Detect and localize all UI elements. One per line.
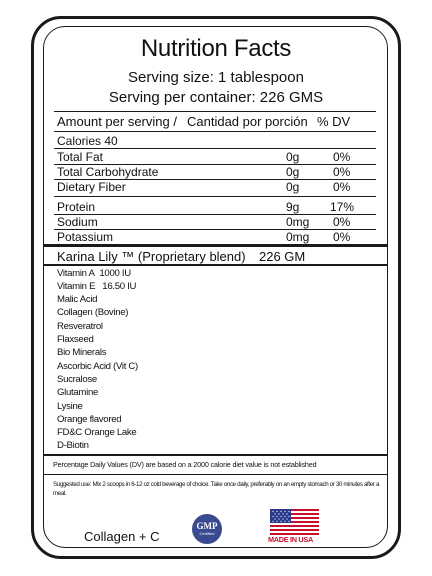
nutrient-dv: 0% — [333, 180, 351, 194]
made-in-usa-text: MADE IN USA — [268, 535, 313, 544]
section-divider — [44, 244, 387, 247]
ingredient-item: Resveratrol — [57, 321, 103, 332]
nutrient-dv: 17% — [330, 200, 355, 214]
dv-footnote: Percentage Daily Values (DV) are based on a 2000 calorie diet value is not established — [53, 460, 317, 469]
ingredient-item: Glutamine — [57, 387, 99, 398]
blend-amount: 226 GM — [259, 249, 306, 264]
divider — [54, 131, 376, 132]
divider — [54, 196, 376, 197]
ingredient-item: Ascorbic Acid (Vit C) — [57, 361, 138, 372]
nutrient-name: Dietary Fiber — [57, 180, 126, 194]
ingredient-item: Vitamin A 1000 IU — [57, 268, 131, 279]
gmp-badge-icon — [192, 514, 222, 544]
header-cantidad: Cantidad por porción — [187, 114, 308, 129]
us-flag-icon — [270, 509, 319, 535]
ingredient-item: D-Biotin — [57, 440, 89, 451]
nutrient-amount: 0g — [286, 150, 300, 164]
brand-name: Collagen + C — [84, 529, 160, 544]
nutrient-amount: 0mg — [286, 230, 310, 244]
ingredient-item: Vitamin E 16.50 IU — [57, 281, 137, 292]
ingredient-item: FD&C Orange Lake — [57, 427, 137, 438]
nutrient-amount: 9g — [286, 200, 300, 214]
divider — [54, 214, 376, 215]
ingredient-item: Flaxseed — [57, 334, 94, 345]
nutrient-amount: 0g — [286, 180, 300, 194]
divider — [54, 148, 376, 149]
blend-name: Karina Lily ™ (Proprietary blend) — [57, 249, 246, 264]
nutrient-amount: 0g — [286, 165, 300, 179]
gmp-badge-subtext: Certified — [199, 531, 215, 536]
nutrient-amount: 0mg — [286, 215, 310, 229]
header-dv: % DV — [317, 114, 351, 129]
nutrient-dv: 0% — [333, 215, 351, 229]
nutrient-name: Sodium — [57, 215, 98, 229]
serving-per-container: Serving per container: 226 GMS — [108, 89, 324, 106]
nutrient-name: Total Carbohydrate — [57, 165, 159, 179]
ingredient-item: Malic Acid — [57, 294, 98, 305]
nutrient-dv: 0% — [333, 150, 351, 164]
suggested-use: Suggested use: Mix 2 scoops in 6-12 oz cold beverage of choice. Take once daily, preferably on an empty stomach or 30 minutes after a meal. — [53, 481, 380, 497]
nutrient-name: Potassium — [57, 230, 114, 244]
calories: Calories 40 — [57, 134, 118, 148]
divider — [54, 111, 376, 112]
ingredient-item: Collagen (Bovine) — [57, 307, 129, 318]
nutrient-name: Protein — [57, 200, 96, 214]
nutrient-name: Total Fat — [57, 150, 104, 164]
serving-size: Serving size: 1 tablespoon — [128, 69, 304, 86]
section-divider — [44, 264, 387, 266]
ingredient-item: Bio Minerals — [57, 347, 107, 358]
nutrient-dv: 0% — [333, 165, 351, 179]
header-amount: Amount per serving / — [57, 114, 177, 129]
ingredient-item: Orange flavored — [57, 414, 122, 425]
section-divider — [44, 454, 387, 456]
gmp-badge-text: GMP — [196, 521, 218, 531]
ingredient-item: Lysine — [57, 401, 83, 412]
ingredient-item: Sucralose — [57, 374, 97, 385]
page-title: Nutrition Facts — [140, 35, 292, 62]
nutrient-dv: 0% — [333, 230, 351, 244]
section-divider — [44, 474, 387, 475]
